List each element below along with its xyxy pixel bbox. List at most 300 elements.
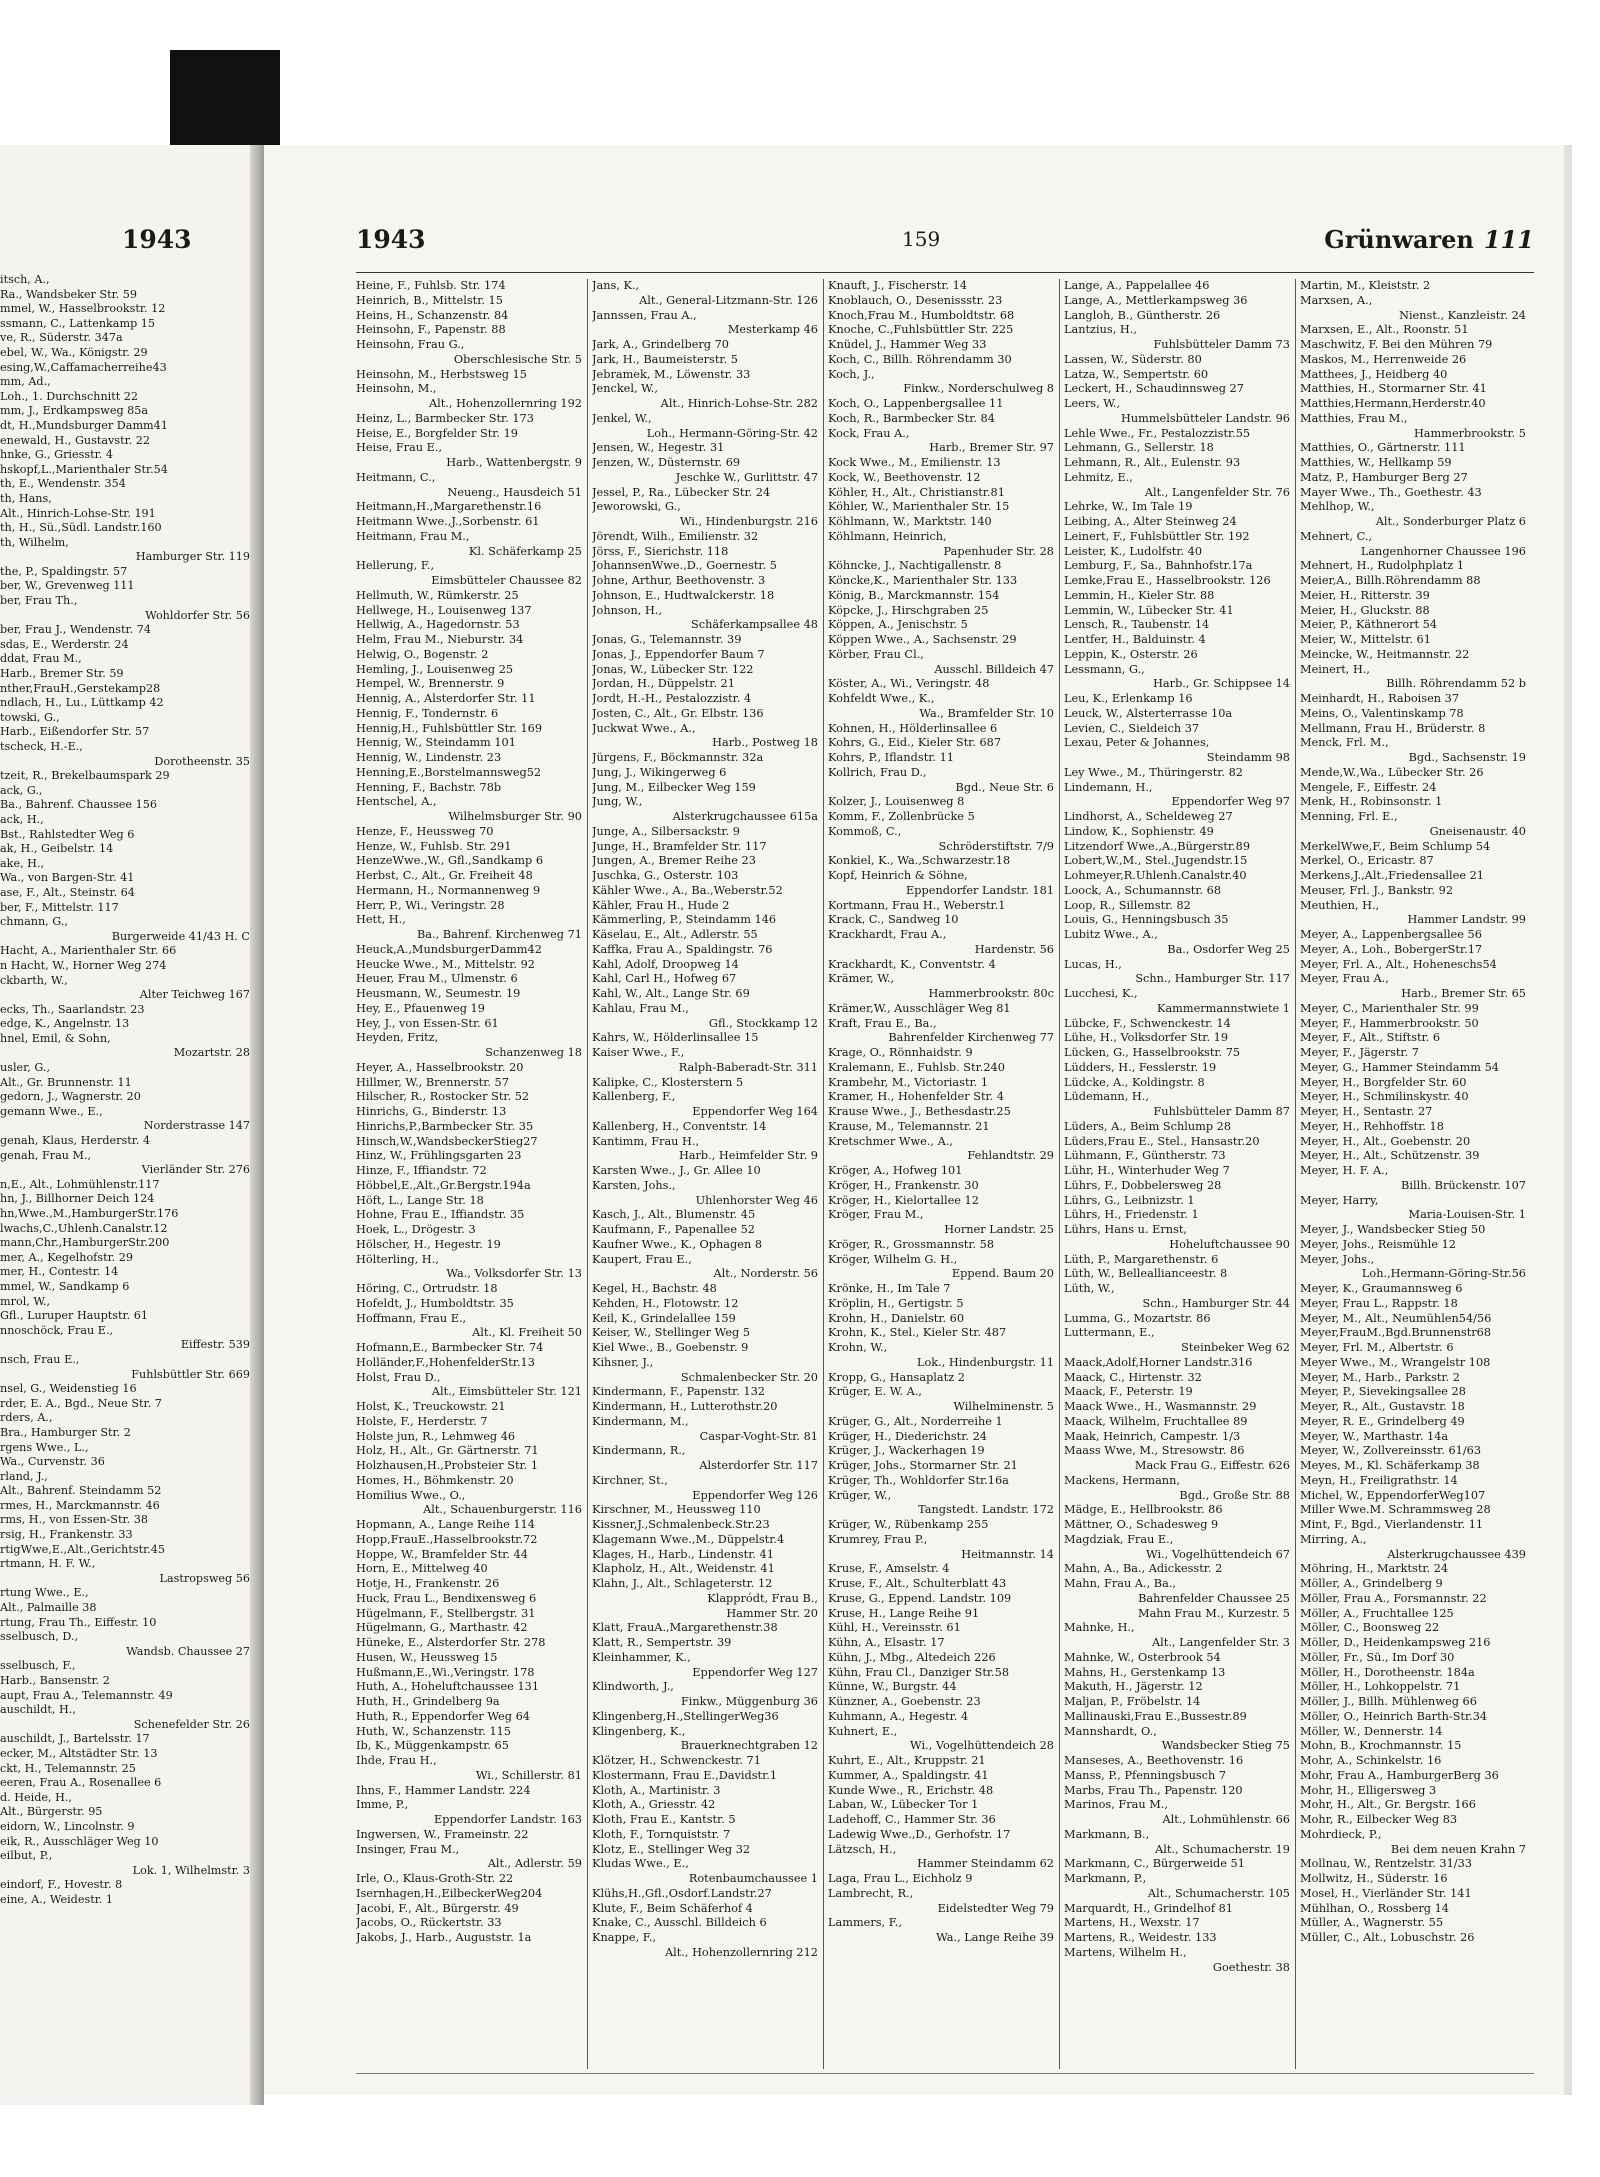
directory-entry: Lubitz Wwe., A., — [1064, 928, 1158, 941]
left-page-entry: rgens Wwe., L., — [0, 1440, 89, 1454]
directory-entry: Martens, Wilhelm H., — [1064, 1945, 1187, 1959]
directory-entry: Huth, H., Grindelberg 9a — [356, 1695, 500, 1708]
directory-entry: Kock, W., Beethovenstr. 12 — [828, 470, 981, 484]
directory-entry: Hillmer, W., Brennerstr. 57 — [356, 1075, 509, 1089]
directory-entry: Mahn, A., Ba., Adickesstr. 2 — [1064, 1562, 1223, 1576]
directory-entry: Köppen, A., Jenischstr. 5 — [828, 618, 968, 632]
directory-entry: Meyer,FrauM.,Bgd.Brunnenstr68 — [1300, 1326, 1492, 1340]
directory-entry: Kohrs, G., Eid., Kieler Str. 687 — [828, 736, 1002, 750]
directory-entry: Krüger, G., Alt., Norderreihe 1 — [828, 1414, 1003, 1428]
directory-entry: Meyer, W., Marthastr. 14a — [1300, 1429, 1449, 1443]
directory-entry: Meyer, Harry, — [1300, 1193, 1379, 1207]
directory-entry: Jacobs, O., Rückertstr. 33 — [356, 1916, 502, 1930]
directory-entry: Krohn, H., Danielstr. 60 — [828, 1311, 965, 1325]
directory-entry: Lucchesi, K., — [1064, 987, 1138, 1000]
directory-entry: Kröger, H., Frankenstr. 30 — [828, 1178, 979, 1192]
directory-entry: Miller Wwe.M. Schrammsweg 28 — [1300, 1503, 1491, 1517]
directory-entry: Schn., Hamburger Str. 44 — [1142, 1296, 1290, 1310]
directory-entry: Mint, F., Bgd., Vierlandenstr. 11 — [1300, 1518, 1484, 1531]
directory-entry: Huth, R., Eppendorfer Weg 64 — [356, 1709, 530, 1723]
directory-entry: Kühn, A., Elsastr. 17 — [828, 1636, 945, 1649]
directory-entry: Eppend. Baum 20 — [951, 1267, 1054, 1281]
column-5 — [1300, 279, 1526, 1946]
directory-entry: Mohr, R., Eilbecker Weg 83 — [1300, 1813, 1458, 1826]
directory-entry: Müller, A., Wagnerstr. 55 — [1300, 1916, 1444, 1930]
directory-entry: Jörendt, Wilh., Emilienstr. 32 — [592, 529, 759, 543]
left-page-entry: th, H., Sü.,Südl. Landstr.160 — [0, 521, 162, 535]
directory-entry: Meyer, F., Hammerbrookstr. 50 — [1300, 1016, 1479, 1030]
left-page-entry: Fuhlsbüttler Str. 669 — [131, 1367, 250, 1381]
directory-entry: Klute, F., Beim Schäferhof 4 — [592, 1901, 753, 1915]
directory-entry: Markmann, P., — [1064, 1872, 1147, 1885]
directory-entry: Hardenstr. 56 — [974, 942, 1054, 956]
directory-entry: Kloth, A., Martinistr. 3 — [592, 1783, 721, 1797]
directory-entry: Steinbeker Weg 62 — [1181, 1341, 1290, 1354]
directory-entry: Hoheluftchaussee 90 — [1169, 1237, 1290, 1251]
directory-entry: Marxsen, E., Alt., Roonstr. 51 — [1300, 323, 1469, 337]
directory-entry: Lexau, Peter & Johannes, — [1064, 736, 1210, 750]
directory-entry: Mühlhan, O., Rossberg 14 — [1300, 1901, 1449, 1915]
directory-entry: Lemburg, F., Sa., Bahnhofstr.17a — [1064, 559, 1253, 573]
directory-entry: Jannssen, Frau A., — [592, 308, 697, 322]
directory-entry: Ausschl. Billdeich 47 — [934, 662, 1054, 676]
left-page-entry: lwachs,C.,Uhlenh.Canalstr.12 — [0, 1221, 168, 1235]
left-page-entry: rders, A., — [0, 1411, 53, 1425]
directory-entry: Krack, C., Sandweg 10 — [828, 913, 959, 927]
directory-entry: Bgd., Große Str. 88 — [1179, 1488, 1290, 1502]
directory-entry: Kortmann, Frau H., Weberstr.1 — [828, 898, 1006, 912]
directory-entry: Jacobi, F., Alt., Bürgerstr. 49 — [356, 1901, 519, 1915]
directory-entry: Meyer, Frau A., — [1300, 972, 1389, 986]
column-divider — [1295, 279, 1296, 2069]
left-page-entry: Loh., 1. Durchschnitt 22 — [0, 389, 139, 403]
directory-entry: Hennig, F., Tondernstr. 6 — [356, 706, 499, 720]
directory-entry: Kaupert, Frau E., — [592, 1252, 692, 1266]
directory-entry: Mehlhop, W., — [1300, 500, 1375, 514]
directory-entry: Matthies,Hermann,Herderstr.40 — [1300, 397, 1486, 410]
left-page-entry: ak, H., Geibelstr. 14 — [0, 842, 114, 856]
directory-entry: Matthies, W., Hellkamp 59 — [1300, 456, 1452, 469]
left-page-entry: eeren, Frau A., Rosenallee 6 — [0, 1776, 162, 1790]
directory-entry: Möller, A., Grindelberg 9 — [1300, 1577, 1443, 1590]
directory-entry: Kiel Wwe., B., Goebenstr. 9 — [592, 1341, 749, 1354]
directory-entry: Maack, C., Hirtenstr. 32 — [1064, 1370, 1202, 1384]
directory-entry: Alt., Adlerstr. 59 — [487, 1857, 582, 1871]
directory-entry: Jonas, W., Lübecker Str. 122 — [592, 662, 754, 676]
directory-entry: Heins, H., Schanzenstr. 84 — [356, 308, 509, 322]
directory-entry: Höring, C., Ortrudstr. 18 — [356, 1282, 498, 1295]
left-page-entry: the, P., Spaldingstr. 57 — [0, 564, 128, 578]
directory-entry: Rotenbaumchaussee 1 — [688, 1872, 818, 1885]
directory-entry: Knoblauch, O., Desenissstr. 23 — [828, 293, 1003, 307]
directory-entry: Künne, W., Burgstr. 44 — [828, 1680, 957, 1694]
directory-entry: Hellwege, H., Louisenweg 137 — [356, 603, 532, 617]
directory-entry: Maak, Heinrich, Campestr. 1/3 — [1064, 1429, 1241, 1443]
column-divider — [1059, 279, 1060, 2069]
directory-entry: Eppendorfer Weg 127 — [692, 1665, 818, 1679]
directory-entry: Kohnen, H., Hölderlinsallee 6 — [828, 721, 998, 735]
directory-entry: HenzeWwe.,W., Gfl.,Sandkamp 6 — [356, 854, 544, 868]
left-page-entry: ckt, H., Telemannstr. 25 — [0, 1761, 136, 1775]
directory-entry: Hammer Str. 20 — [726, 1606, 818, 1620]
directory-entry: Langenhorner Chaussee 196 — [1360, 544, 1526, 558]
directory-entry: Klatt, FrauA.,Margarethenstr.38 — [592, 1621, 778, 1635]
left-page-entry: tzeit, R., Brekelbaumspark 29 — [0, 769, 170, 783]
directory-entry: Kaffka, Frau A., Spaldingstr. 76 — [592, 942, 773, 956]
left-page-entry: hskopf,L.,Marienthaler Str.54 — [0, 462, 168, 476]
directory-entry: Kühl, H., Vereinsstr. 61 — [828, 1621, 961, 1635]
section-number: 111 — [1483, 225, 1534, 254]
directory-entry: Kindermann, M., — [592, 1414, 689, 1428]
left-page-entry: ase, F., Alt., Steinstr. 64 — [0, 885, 135, 899]
left-page-entry: ber, Frau J., Wendenstr. 74 — [0, 623, 151, 637]
directory-entry: Huth, A., Hoheluftchaussee 131 — [356, 1680, 540, 1694]
left-page-entry: sdas, E., Werderstr. 24 — [0, 637, 129, 651]
directory-entry: Markmann, B., — [1064, 1827, 1150, 1841]
directory-entry: Ihde, Frau H., — [356, 1754, 437, 1767]
left-page-entry: chmann, G., — [0, 915, 68, 929]
directory-entry: Kantimm, Frau H., — [592, 1134, 700, 1148]
directory-entry: Langloh, B., Güntherstr. 26 — [1064, 308, 1221, 322]
directory-entry: Klingenberg, K., — [592, 1724, 686, 1738]
directory-entry: Wi., Vogelhüttendeich 67 — [1146, 1547, 1290, 1561]
directory-entry: Knauft, J., Fischerstr. 14 — [828, 279, 968, 292]
directory-entry: Bgd., Sachsenstr. 19 — [1408, 751, 1526, 764]
directory-entry: Kalipke, C., Klosterstern 5 — [592, 1075, 744, 1089]
directory-entry: Jensen, W., Hegestr. 31 — [592, 441, 725, 455]
directory-entry: Hopp,FrauE.,Hasselbrookstr.72 — [356, 1532, 538, 1546]
directory-entry: Heitmann Wwe.,J.,Sorbenstr. 61 — [356, 515, 540, 528]
directory-entry: Mohr, H., Elligersweg 3 — [1300, 1783, 1437, 1797]
left-page-entry: Ba., Bahrenf. Chaussee 156 — [0, 798, 157, 812]
directory-entry: Alt., Langenfelder Str. 76 — [1144, 485, 1290, 499]
directory-entry: Mädge, E., Hellbrookstr. 86 — [1064, 1503, 1223, 1517]
directory-entry: Martin, M., Kleiststr. 2 — [1300, 279, 1431, 292]
directory-entry: Kröger, R., Grossmannstr. 58 — [828, 1237, 995, 1251]
directory-entry: Schanzenweg 18 — [485, 1046, 582, 1059]
directory-entry: Mahnke, W., Osterbrook 54 — [1064, 1650, 1221, 1664]
directory-entry: Alt., Norderstr. 56 — [713, 1267, 818, 1281]
directory-entry: Harb., Gr. Schippsee 14 — [1153, 677, 1290, 691]
directory-entry: Kuhnert, E., — [828, 1724, 898, 1738]
directory-entry: Lüth, W., Belleallianceestr. 8 — [1064, 1267, 1228, 1281]
left-page-entry: hnel, Emil, & Sohn, — [0, 1031, 111, 1045]
directory-entry: Heinrich, B., Mittelstr. 15 — [356, 293, 503, 307]
directory-entry: Heinz, L., Barmbecker Str. 173 — [356, 411, 534, 425]
left-page-entry: Eiffestr. 539 — [180, 1338, 250, 1352]
directory-entry: Hennig, A., Alsterdorfer Str. 11 — [356, 692, 536, 705]
directory-entry: Meyer, H., Alt., Goebenstr. 20 — [1300, 1134, 1471, 1148]
directory-entry: Kühn, J., Mbg., Altedeich 226 — [828, 1650, 996, 1664]
left-page-entry: sselbusch, F., — [0, 1659, 76, 1673]
directory-entry: Hellerung, F., — [356, 559, 435, 573]
directory-entry: Levien, C., Sieldeich 37 — [1064, 721, 1200, 735]
left-page-entry: Burgerweide 41/43 H. C — [111, 929, 250, 943]
directory-entry: Loock, A., Schumannstr. 68 — [1064, 883, 1222, 897]
directory-entry: Köster, A., Wi., Veringstr. 48 — [828, 677, 990, 691]
directory-entry: Matthees, J., Heidberg 40 — [1300, 367, 1448, 381]
left-page-entry: Hacht, A., Marienthaler Str. 66 — [0, 944, 177, 958]
directory-entry: Koch, R., Barmbecker Str. 84 — [828, 411, 995, 425]
directory-entry: Wilhelminenstr. 5 — [953, 1400, 1054, 1413]
left-page-entry: th, Wilhelm, — [0, 535, 69, 549]
directory-entry: Leuck, W., Alsterterrasse 10a — [1064, 706, 1233, 720]
directory-entry: Köpcke, J., Hirschgraben 25 — [828, 603, 989, 617]
left-page-year: 1943 — [122, 225, 192, 254]
left-page-entry: towski, G., — [0, 710, 60, 724]
directory-entry: Hermann, H., Normannenweg 9 — [356, 883, 541, 897]
directory-entry: Lammers, F., — [828, 1916, 902, 1930]
directory-entry: Manss, P., Pfenningsbusch 7 — [1064, 1768, 1227, 1782]
directory-entry: Kammermannstwiete 1 — [1157, 1001, 1290, 1015]
directory-entry: Maass Wwe, M., Stresowstr. 86 — [1064, 1444, 1245, 1458]
directory-entry: Alsterdorfer Str. 117 — [699, 1459, 818, 1472]
main-page — [264, 145, 1572, 2095]
directory-entry: Meier,A., Billh.Röhrendamm 88 — [1300, 574, 1481, 587]
directory-entry: Wa., Volksdorfer Str. 13 — [446, 1267, 582, 1281]
directory-entry: Krüger, Th., Wohldorfer Str.16a — [828, 1473, 1009, 1487]
directory-entry: Mengele, F., Eiffestr. 24 — [1300, 780, 1437, 794]
directory-entry: Kindermann, R., — [592, 1444, 686, 1458]
directory-entry: Klingenberg,H.,StellingerWeg36 — [592, 1709, 779, 1723]
directory-entry: Helwig, O., Bogenstr. 2 — [356, 647, 489, 661]
directory-entry: Eppendorfer Landstr. 181 — [906, 883, 1054, 897]
directory-entry: Junge, A., Silbersackstr. 9 — [592, 824, 740, 838]
directory-entry: Möller, C., Boonsweg 22 — [1300, 1621, 1440, 1635]
directory-entry: Papenhuder Str. 28 — [943, 544, 1054, 558]
directory-entry: Krüger, E. W. A., — [828, 1385, 922, 1399]
directory-entry: Caspar-Voght-Str. 81 — [699, 1429, 818, 1443]
left-page-entry: Mozartstr. 28 — [173, 1046, 250, 1060]
directory-entry: Billh. Brückenstr. 107 — [1401, 1178, 1526, 1192]
left-page-entry: n,E., Alt., Lohmühlenstr.117 — [0, 1177, 160, 1191]
left-page-entry: Dorotheenstr. 35 — [154, 754, 250, 768]
directory-entry: Köhncke, J., Nachtigallenstr. 8 — [828, 559, 1002, 573]
left-page-entry: Gfl., Luruper Hauptstr. 61 — [0, 1309, 148, 1323]
left-page-entry: th, Hans, — [0, 491, 52, 505]
directory-entry: Lüth, W., — [1064, 1282, 1115, 1295]
directory-entry: Holste jun, R., Lehmweg 46 — [356, 1429, 516, 1443]
directory-entry: Komm, F., Zollenbrücke 5 — [828, 810, 975, 823]
directory-entry: Hellmuth, W., Rümkerstr. 25 — [356, 588, 519, 602]
directory-entry: Herr, P., Wi., Veringstr. 28 — [356, 898, 505, 912]
directory-entry: Hohne, Frau E., Iffiandstr. 35 — [356, 1208, 525, 1222]
directory-entry: Ihns, F., Hammer Landstr. 224 — [356, 1783, 531, 1797]
directory-entry: Horner Landstr. 25 — [944, 1223, 1054, 1236]
directory-entry: Heinsohn, M., Herbstsweg 15 — [356, 367, 527, 381]
directory-entry: Loh., Hermann-Göring-Str. 42 — [646, 426, 818, 440]
directory-entry: Kloth, F., Tornquiststr. 7 — [592, 1827, 731, 1841]
directory-entry: Jordan, H., Düppelstr. 21 — [592, 677, 735, 691]
directory-entry: Jark, A., Grindelberg 70 — [592, 338, 729, 351]
directory-entry: Heyer, A., Hasselbrookstr. 20 — [356, 1060, 524, 1074]
left-page-entry: Ra., Wandsbeker Str. 59 — [0, 287, 138, 301]
left-page-entry: ecker, M., Altstädter Str. 13 — [0, 1746, 158, 1760]
directory-entry: Lindemann, H., — [1064, 780, 1153, 794]
directory-entry: Köhlmann, W., Marktstr. 140 — [828, 515, 992, 528]
left-page-entry: Vierländer Str. 276 — [141, 1163, 250, 1177]
left-page-entry: genah, Klaus, Herderstr. 4 — [0, 1134, 151, 1148]
directory-entry: Uhlenhorster Weg 46 — [695, 1193, 818, 1207]
directory-entry: Isernhagen,H.,EilbeckerWeg204 — [356, 1886, 543, 1900]
directory-entry: Homes, H., Böhmkenstr. 20 — [356, 1473, 514, 1487]
directory-entry: Loop, R., Sillemstr. 82 — [1064, 898, 1191, 912]
directory-entry: Holzhausen,H.,Probsteier Str. 1 — [356, 1459, 539, 1472]
directory-entry: Krackhardt, Frau A., — [828, 928, 947, 941]
directory-entry: Heise, E., Borgfelder Str. 19 — [356, 426, 518, 440]
directory-entry: Leckert, H., Schaudinnsweg 27 — [1064, 382, 1244, 396]
directory-entry: Heitmannstr. 14 — [961, 1547, 1054, 1561]
directory-entry: Kaufmann, F., Papenallee 52 — [592, 1223, 755, 1236]
left-page-entry: edge, K., Angelnstr. 13 — [0, 1017, 130, 1031]
directory-entry: Marbs, Frau Th., Papenstr. 120 — [1064, 1783, 1243, 1797]
directory-entry: Maskos, M., Herrenweide 26 — [1300, 352, 1467, 366]
directory-entry: Koch, O., Lappenbergsallee 11 — [828, 397, 1004, 410]
directory-entry: Bgd., Neue Str. 6 — [955, 780, 1054, 794]
directory-entry: Lüdemann, H., — [1064, 1090, 1149, 1104]
directory-entry: Mohr, A., Schinkelstr. 16 — [1300, 1754, 1442, 1767]
directory-entry: Eppendorfer Landstr. 163 — [434, 1813, 582, 1826]
directory-entry: Krause, M., Telemannstr. 21 — [828, 1119, 990, 1133]
directory-entry: Hölscher, H., Hegestr. 19 — [356, 1237, 501, 1251]
directory-entry: Alt., Schumacherstr. 105 — [1147, 1886, 1290, 1900]
left-page-entry: dt, H.,Mundsburger Damm41 — [0, 418, 168, 432]
directory-entry: Hoppe, W., Bramfelder Str. 44 — [356, 1547, 528, 1561]
directory-entry: Alsterkrugchaussee 615a — [672, 810, 818, 823]
directory-entry: Knoch,Frau M., Humboldtstr. 68 — [828, 308, 1015, 322]
directory-entry: Louis, G., Henningsbusch 35 — [1064, 913, 1229, 927]
directory-entry: Josten, C., Alt., Gr. Elbstr. 136 — [592, 706, 764, 720]
left-page-entry: Harb., Bremer Str. 59 — [0, 667, 124, 681]
directory-entry: Lemmin, W., Lübecker Str. 41 — [1064, 603, 1234, 617]
page-header — [356, 225, 1534, 257]
directory-entry: Köhler, W., Marienthaler Str. 15 — [828, 500, 1010, 514]
directory-entry: Hölterling, H., — [356, 1252, 439, 1266]
directory-entry: Möller, Fr., Sü., Im Dorf 30 — [1300, 1650, 1455, 1664]
directory-entry: Mackens, Hermann, — [1064, 1473, 1180, 1487]
directory-entry: Meyer, F., Jägerstr. 7 — [1300, 1046, 1419, 1059]
left-page-entry: Lok. 1, Wilhelmstr. 3 — [132, 1863, 250, 1877]
directory-entry: Höbbel,E.,Alt.,Gr.Bergstr.194a — [356, 1178, 531, 1192]
directory-entry: Kramer, H., Hohenfelder Str. 4 — [828, 1090, 1005, 1104]
left-page-entry: itsch, A., — [0, 273, 50, 286]
directory-entry: Krämer, W., — [828, 972, 895, 986]
left-page-entry: ve, R., Süderstr. 347a — [0, 331, 123, 345]
directory-entry: Neueng., Hausdeich 51 — [447, 485, 582, 499]
directory-entry: Lüdders, H., Fesslerstr. 19 — [1064, 1060, 1217, 1074]
left-page-entry: nsch, Frau E., — [0, 1352, 80, 1366]
directory-entry: Heitmann, Frau M., — [356, 529, 470, 543]
directory-entry: Hußmann,E.,Wi.,Veringstr. 178 — [356, 1665, 535, 1679]
left-page-entry: Alter Teichweg 167 — [139, 988, 250, 1002]
directory-entry: Schmalenbecker Str. 20 — [680, 1370, 818, 1384]
directory-entry: Manseses, A., Beethovenstr. 16 — [1064, 1754, 1244, 1767]
directory-entry: Hammerbrookstr. 5 — [1413, 426, 1526, 440]
directory-entry: Meyes, M., Kl. Schäferkamp 38 — [1300, 1459, 1480, 1472]
directory-entry: Jung, M., Eilbecker Weg 159 — [592, 780, 756, 794]
directory-entry: Makuth, H., Jägerstr. 12 — [1064, 1680, 1203, 1694]
directory-entry: Insinger, Frau M., — [356, 1842, 460, 1856]
directory-entry: Kruse, H., Lange Reihe 91 — [828, 1606, 980, 1620]
left-page-entry: esing,W.,Caffamacherreihe43 — [0, 360, 167, 374]
directory-entry: Meins, O., Valentinskamp 78 — [1300, 706, 1464, 720]
directory-entry: Knüdel, J., Hammer Weg 33 — [828, 338, 987, 351]
left-page-entry: mer, A., Kegelhofstr. 29 — [0, 1250, 134, 1264]
left-page — [0, 145, 262, 2105]
directory-entry: Kahl, W., Alt., Lange Str. 69 — [592, 987, 750, 1000]
directory-entry: Jans, K., — [592, 279, 640, 292]
left-page-entry: d. Heide, H., — [0, 1790, 72, 1804]
directory-entry: Hinze, F., Iffiandstr. 72 — [356, 1164, 487, 1177]
directory-entry: Kegel, H., Bachstr. 48 — [592, 1282, 717, 1295]
directory-entry: Möller, O., Heinrich Barth-Str.34 — [1300, 1709, 1488, 1723]
section-name: Grünwaren — [1324, 225, 1474, 254]
left-page-entry: mm, J., Erdkampsweg 85a — [0, 404, 149, 418]
left-page-entry: rtmann, H. F. W., — [0, 1557, 96, 1571]
directory-entry: Schn., Hamburger Str. 117 — [1135, 972, 1290, 986]
directory-entry: Möhring, H., Marktstr. 24 — [1300, 1562, 1449, 1576]
directory-entry: Karsten, Johs., — [592, 1178, 676, 1192]
directory-entry: Kruse, F., Alt., Schulterblatt 43 — [828, 1577, 1007, 1590]
directory-entry: Kolzer, J., Louisenweg 8 — [828, 795, 965, 809]
directory-entry: Kahrs, W., Hölderlinsallee 15 — [592, 1031, 759, 1045]
directory-entry: Imme, P., — [356, 1798, 409, 1812]
page-year: 1943 — [356, 225, 426, 254]
directory-entry: Kirschner, M., Heussweg 110 — [592, 1503, 761, 1517]
directory-entry: Lindhorst, A., Scheldeweg 27 — [1064, 810, 1233, 823]
directory-entry: Krage, O., Rönnhaidstr. 9 — [828, 1046, 973, 1059]
directory-entry: Lüders, A., Beim Schlump 28 — [1064, 1119, 1232, 1133]
directory-entry: Ba., Osdorfer Weg 25 — [1167, 942, 1290, 956]
directory-entry: Henning,E.,Borstelmannsweg52 — [356, 765, 542, 779]
directory-entry: Lührs, Hans u. Ernst, — [1064, 1223, 1187, 1236]
directory-entry: Maack, F., Peterstr. 19 — [1064, 1385, 1193, 1399]
directory-entry: Jeschke W., Gurlittstr. 47 — [675, 470, 818, 484]
directory-entry: Wilhelmsburger Str. 90 — [448, 810, 582, 823]
left-page-entry: gemann Wwe., E., — [0, 1104, 103, 1118]
directory-entry: Goethestr. 38 — [1212, 1960, 1290, 1974]
directory-entry: Lemke,Frau E., Hasselbrookstr. 126 — [1064, 574, 1271, 587]
directory-entry: Laban, W., Lübecker Tor 1 — [828, 1798, 979, 1812]
directory-entry: Steindamm 98 — [1206, 751, 1290, 764]
directory-entry: Lohmeyer,R.Uhlenh.Canalstr.40 — [1064, 869, 1247, 882]
directory-entry: Meier, H., Ritterstr. 39 — [1300, 588, 1430, 602]
left-page-entry: hnke, G., Griesstr. 4 — [0, 448, 113, 462]
directory-entry: Tangstedt. Landstr. 172 — [918, 1503, 1054, 1517]
directory-entry: Harb., Bremer Str. 97 — [929, 441, 1054, 455]
directory-entry: Lühr, H., Winterhuder Weg 7 — [1064, 1164, 1230, 1177]
left-page-entry: th, E., Wendenstr. 354 — [0, 477, 126, 491]
directory-entry: Meinert, H., — [1300, 662, 1370, 676]
left-page-entry: enewald, H., Gustavstr. 22 — [0, 433, 151, 447]
directory-entry: Köhler, H., Alt., Christianstr.81 — [828, 485, 1005, 499]
directory-entry: Loh.,Hermann-Göring-Str.56 — [1361, 1267, 1526, 1281]
directory-entry: Hett, H., — [356, 913, 406, 927]
directory-entry: Knake, C., Ausschl. Billdeich 6 — [592, 1916, 767, 1930]
directory-entry: Jungen, A., Bremer Reihe 23 — [592, 854, 756, 868]
directory-entry: Lührs, F., Dobbelersweg 28 — [1064, 1178, 1222, 1192]
directory-entry: Irle, O., Klaus-Groth-Str. 22 — [356, 1872, 514, 1885]
directory-entry: Eimsbütteler Chaussee 82 — [431, 574, 582, 587]
directory-entry: Schröderstiftstr. 7/9 — [938, 839, 1054, 853]
directory-entry: Kloth, A., Griesstr. 42 — [592, 1798, 716, 1812]
directory-entry: Kock, Frau A., — [828, 426, 910, 440]
directory-entry: Meier, P., Käthnerort 54 — [1300, 618, 1438, 632]
directory-entry: Meyer, H., Rehhoffstr. 18 — [1300, 1119, 1444, 1133]
directory-entry: Hennig, W., Steindamm 101 — [356, 736, 516, 750]
directory-entry: Alt., Hinrich-Lohse-Str. 282 — [660, 397, 818, 410]
directory-entry: Kindermann, F., Papenstr. 132 — [592, 1385, 765, 1399]
